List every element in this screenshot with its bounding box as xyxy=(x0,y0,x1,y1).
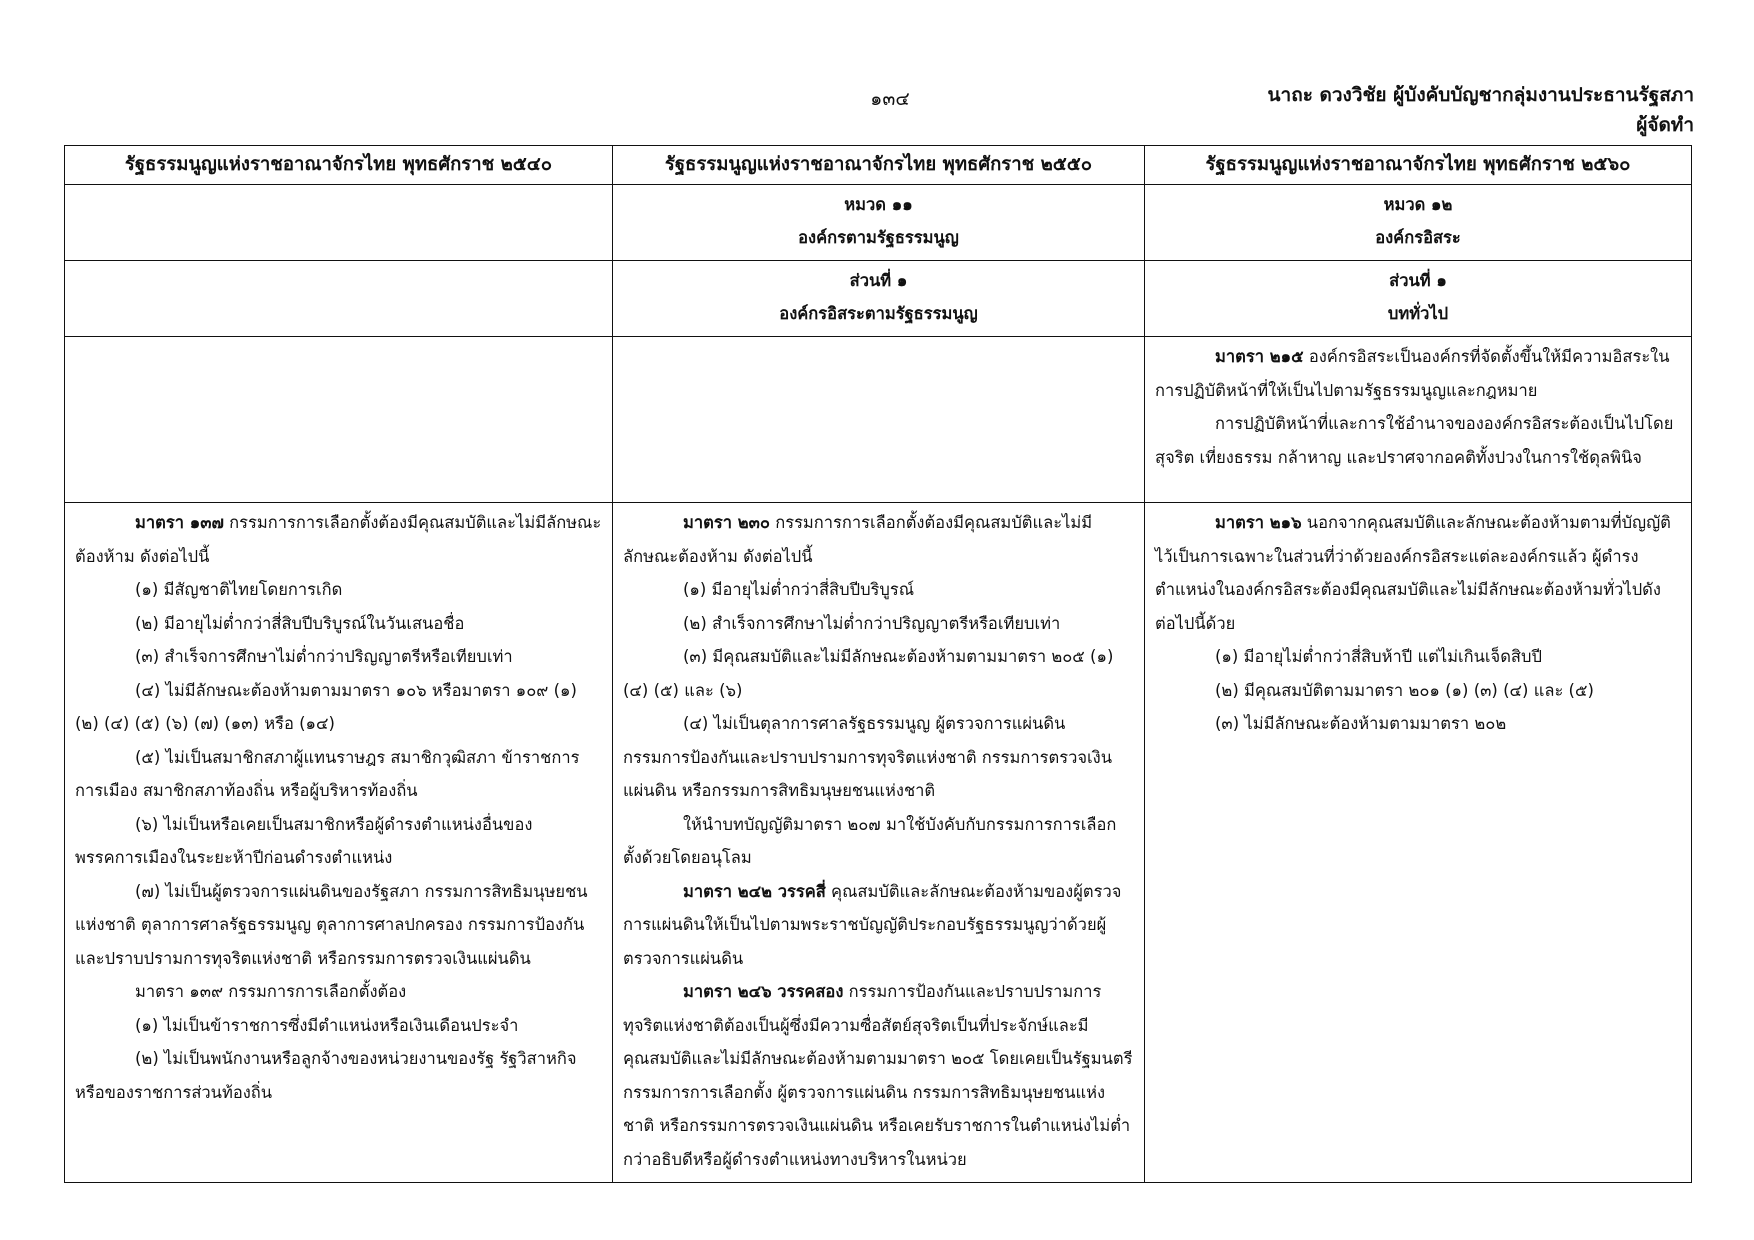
list-item: (๑) ไม่เป็นข้าราชการซึ่งมีตำแหน่งหรือเงินเดือนประจำ xyxy=(135,1015,519,1035)
main-cell-2550 xyxy=(613,503,1145,1183)
part-number: ส่วนที่ ๑ xyxy=(849,271,908,290)
list-item: (๒) มีอายุไม่ต่ำกว่าสี่สิบปีบริบูรณ์ในวันเสนอชื่อ xyxy=(135,613,465,633)
table-header-row xyxy=(65,146,1692,185)
part-row xyxy=(65,261,1692,337)
section-paragraph xyxy=(623,506,1134,573)
section-paragraph xyxy=(623,875,1134,976)
part-title: บททั่วไป xyxy=(1387,304,1449,323)
list-item: (๔) ไม่เป็นตุลาการศาลรัฐธรรมนูญ ผู้ตรวจการแผ่นดิน กรรมการป้องกันและปราบปรามการทุจริตแห่งชาติ กรรมการตรวจเงินแผ่นดิน หรือกรรมการสิทธิมนุษยชนแห่งชาติ xyxy=(623,714,1113,800)
part-number: ส่วนที่ ๑ xyxy=(1389,271,1447,290)
page-number: ๑๓๔ xyxy=(870,88,910,110)
list-item: (๓) สำเร็จการศึกษาไม่ต่ำกว่าปริญญาตรีหรือเทียบเท่า xyxy=(135,647,513,666)
chapter-cell-2560 xyxy=(1145,185,1692,261)
author-line: นาถะ ดวงวิชัย ผู้บังคับบัญชากลุ่มงานประธานรัฐสภา xyxy=(1267,84,1694,106)
role-line: ผู้จัดทำ xyxy=(1636,114,1694,136)
list-item: (๓) มีคุณสมบัติและไม่มีลักษณะต้องห้ามตามมาตรา ๒๐๕ (๑) (๔) (๕) และ (๖) xyxy=(623,647,1114,700)
list-item: (๒) ไม่เป็นพนักงานหรือลูกจ้างของหน่วยงานของรัฐ รัฐวิสาหกิจ หรือของราชการส่วนท้องถิ่น xyxy=(75,1049,577,1102)
part-title: องค์กรอิสระตามรัฐธรรมนูญ xyxy=(779,304,978,323)
section-paragraph: ให้นำบทบัญญัติมาตรา ๒๐๗ มาใช้บังคับกับกรรมการการเลือกตั้งด้วยโดยอนุโลม xyxy=(623,814,1117,867)
list-item: (๑) มีอายุไม่ต่ำกว่าสี่สิบห้าปี แต่ไม่เกินเจ็ดสิบปี xyxy=(1215,647,1542,666)
general-cell-2560 xyxy=(1145,337,1692,503)
chapter-number: หมวด ๑๑ xyxy=(844,195,913,214)
column-header-2550: รัฐธรรมนูญแห่งราชอาณาจักรไทย พุทธศักราช ๒๕๕๐ xyxy=(613,146,1145,185)
section-paragraph xyxy=(1155,340,1681,407)
section-label: มาตรา ๑๓๗ xyxy=(135,513,224,532)
column-header-2540: รัฐธรรมนูญแห่งราชอาณาจักรไทย พุทธศักราช ๒๕๔๐ xyxy=(65,146,613,185)
list-item: (๔) ไม่มีลักษณะต้องห้ามตามมาตรา ๑๐๖ หรือมาตรา ๑๐๙ (๑) (๒) (๔) (๕) (๖) (๗) (๑๓) หรือ (๑๔) xyxy=(75,680,577,733)
section-paragraph: การปฏิบัติหน้าที่และการใช้อำนาจขององค์กรอิสระต้องเป็นไปโดยสุจริต เที่ยงธรรม กล้าหาญ และปราศจากอคติทั้งปวงในการใช้ดุลพินิจ xyxy=(1155,414,1674,467)
comparison-table xyxy=(64,145,1692,1183)
section-paragraph xyxy=(623,975,1134,1176)
chapter-title: องค์กรตามรัฐธรรมนูญ xyxy=(798,228,959,247)
section-text: คุณสมบัติและลักษณะต้องห้ามของผู้ตรวจการแผ่นดินให้เป็นไปตามพระราชบัญญัติประกอบรัฐธรรมนูญว่าด้วยผู้ตรวจการแผ่นดิน xyxy=(623,881,1122,968)
chapter-title: องค์กรอิสระ xyxy=(1375,228,1461,247)
main-cell-2560 xyxy=(1145,503,1692,1183)
list-item: (๓) ไม่มีลักษณะต้องห้ามตามมาตรา ๒๐๒ xyxy=(1215,714,1507,733)
section-label: มาตรา ๒๓๐ xyxy=(683,513,770,532)
general-cell-2550 xyxy=(613,337,1145,503)
list-item: (๕) ไม่เป็นสมาชิกสภาผู้แทนราษฎร สมาชิกวุฒิสภา ข้าราชการการเมือง สมาชิกสภาท้องถิ่น หรือผู้บริหารท้องถิ่น xyxy=(75,747,580,800)
section-text: กรรมการป้องกันและปราบปรามการทุจริตแห่งชาติต้องเป็นผู้ซึ่งมีความซื่อสัตย์สุจริตเป็นที่ประจักษ์และมีคุณสมบัติและไม่มีลักษณะต้องห้ามตามมาตรา ๒๐๕ โดยเคยเป็นรัฐมนตรี กรรมการการเลือกตั้ง ผู้ตรวจการแผ่นดิน กรรมการสิทธิมนุษยชนแห่งชาติ หรือกรรมการตรวจเงินแผ่นดิน หรือเคยรับราชการในตำแหน่งไม่ต่ำกว่าอธิบดีหรือผู้ดำรงตำแหน่งทางบริหารในหน่วย xyxy=(623,982,1133,1169)
list-item: (๑) มีอายุไม่ต่ำกว่าสี่สิบปีบริบูรณ์ xyxy=(683,580,915,599)
list-item: (๑) มีสัญชาติไทยโดยการเกิด xyxy=(135,580,343,599)
part-cell-2560 xyxy=(1145,261,1692,337)
part-cell-2550 xyxy=(613,261,1145,337)
list-item: (๒) มีคุณสมบัติตามมาตรา ๒๐๑ (๑) (๓) (๔) และ (๕) xyxy=(1215,680,1594,700)
section-label: มาตรา ๒๑๕ xyxy=(1215,347,1304,366)
section-label: มาตรา ๒๔๖ วรรคสอง xyxy=(683,982,844,1001)
section-paragraph xyxy=(75,506,602,573)
main-row xyxy=(65,503,1692,1183)
document-header xyxy=(1268,80,1694,140)
section-paragraph: มาตรา ๑๓๙ กรรมการการเลือกตั้งต้อง xyxy=(135,982,407,1001)
section-text: กรรมการการเลือกตั้งต้องมีคุณสมบัติและไม่มีลักษณะต้องห้าม ดังต่อไปนี้ xyxy=(75,513,602,566)
list-item: (๒) สำเร็จการศึกษาไม่ต่ำกว่าปริญญาตรีหรือเทียบเท่า xyxy=(683,613,1061,633)
main-cell-2540 xyxy=(65,503,613,1183)
section-label: มาตรา ๒๑๖ xyxy=(1215,513,1302,532)
section-paragraph xyxy=(1155,506,1681,640)
general-cell-2540 xyxy=(65,337,613,503)
chapter-number: หมวด ๑๒ xyxy=(1383,195,1453,214)
part-cell-2540 xyxy=(65,261,613,337)
chapter-cell-2550 xyxy=(613,185,1145,261)
section-text: องค์กรอิสระเป็นองค์กรที่จัดตั้งขึ้นให้มีความอิสระในการปฏิบัติหน้าที่ให้เป็นไปตามรัฐธรรมนูญและกฎหมาย xyxy=(1155,347,1670,400)
section-text: กรรมการการเลือกตั้งต้องมีคุณสมบัติและไม่มีลักษณะต้องห้าม ดังต่อไปนี้ xyxy=(623,513,1093,566)
list-item: (๖) ไม่เป็นหรือเคยเป็นสมาชิกหรือผู้ดำรงตำแหน่งอื่นของพรรคการเมืองในระยะห้าปีก่อนดำรงตำแหน่ง xyxy=(75,814,533,867)
chapter-cell-2540 xyxy=(65,185,613,261)
section-text: นอกจากคุณสมบัติและลักษณะต้องห้ามตามที่บัญญัติไว้เป็นการเฉพาะในส่วนที่ว่าด้วยองค์กรอิสระแต่ละองค์กรแล้ว ผู้ดำรงตำแหน่งในองค์กรอิสระต้องมีคุณสมบัติและไม่มีลักษณะต้องห้ามทั่วไปดังต่อไปนี้ด้วย xyxy=(1155,513,1671,633)
general-row xyxy=(65,337,1692,503)
section-label: มาตรา ๒๔๒ วรรคสี่ xyxy=(683,881,826,901)
list-item: (๗) ไม่เป็นผู้ตรวจการแผ่นดินของรัฐสภา กรรมการสิทธิมนุษยชนแห่งชาติ ตุลาการศาลรัฐธรรมนูญ ตุลาการศาลปกครอง กรรมการป้องกันและปราบปรามการทุจริตแห่งชาติ หรือกรรมการตรวจเงินแผ่นดิน xyxy=(75,881,588,968)
chapter-row xyxy=(65,185,1692,261)
column-header-2560: รัฐธรรมนูญแห่งราชอาณาจักรไทย พุทธศักราช ๒๕๖๐ xyxy=(1145,146,1692,185)
